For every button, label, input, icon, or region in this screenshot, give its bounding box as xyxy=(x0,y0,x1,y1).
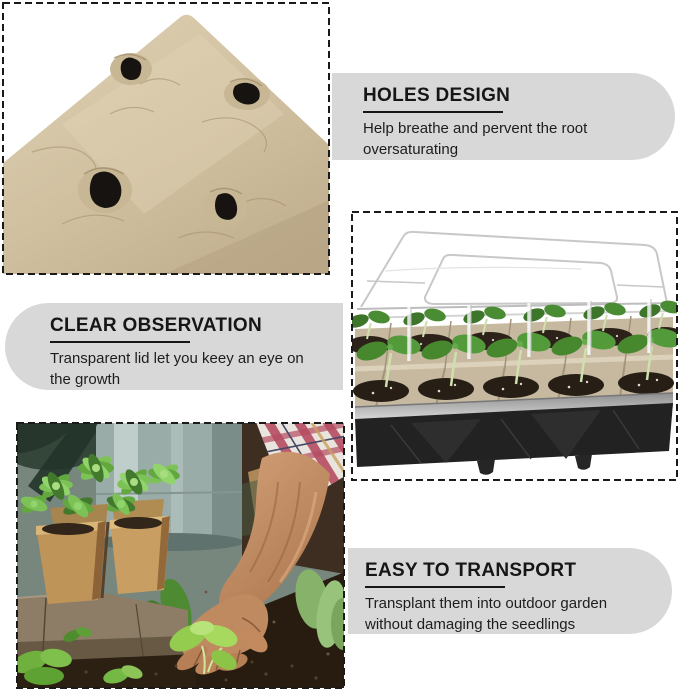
title-underline xyxy=(363,111,503,113)
title-underline xyxy=(50,341,190,343)
tray-photo-art xyxy=(351,211,678,481)
holes-design-callout xyxy=(332,73,675,160)
feature-title: CLEAR OBSERVATION xyxy=(50,315,263,336)
title-underline xyxy=(365,586,505,588)
pot-photo-art xyxy=(2,2,330,275)
feature-title: EASY TO TRANSPORT xyxy=(365,560,577,581)
feature-description: Transplant them into outdoor garden without damaging the seedlings xyxy=(365,595,608,633)
garden-photo-art xyxy=(16,422,345,689)
feature-description: Help breathe and pervent the root oversaturating xyxy=(363,120,588,158)
peat-pot-pack xyxy=(36,499,170,604)
tray-lid-photo xyxy=(351,211,678,481)
pot-holes-photo xyxy=(2,2,330,275)
garden-transplant-photo xyxy=(16,422,345,689)
clear-observation-callout xyxy=(5,303,343,390)
feature-description: Transparent lid let you keey an eye on the growth xyxy=(50,350,304,388)
easy-to-transport-callout xyxy=(348,548,672,634)
feature-title: HOLES DESIGN xyxy=(363,85,511,106)
